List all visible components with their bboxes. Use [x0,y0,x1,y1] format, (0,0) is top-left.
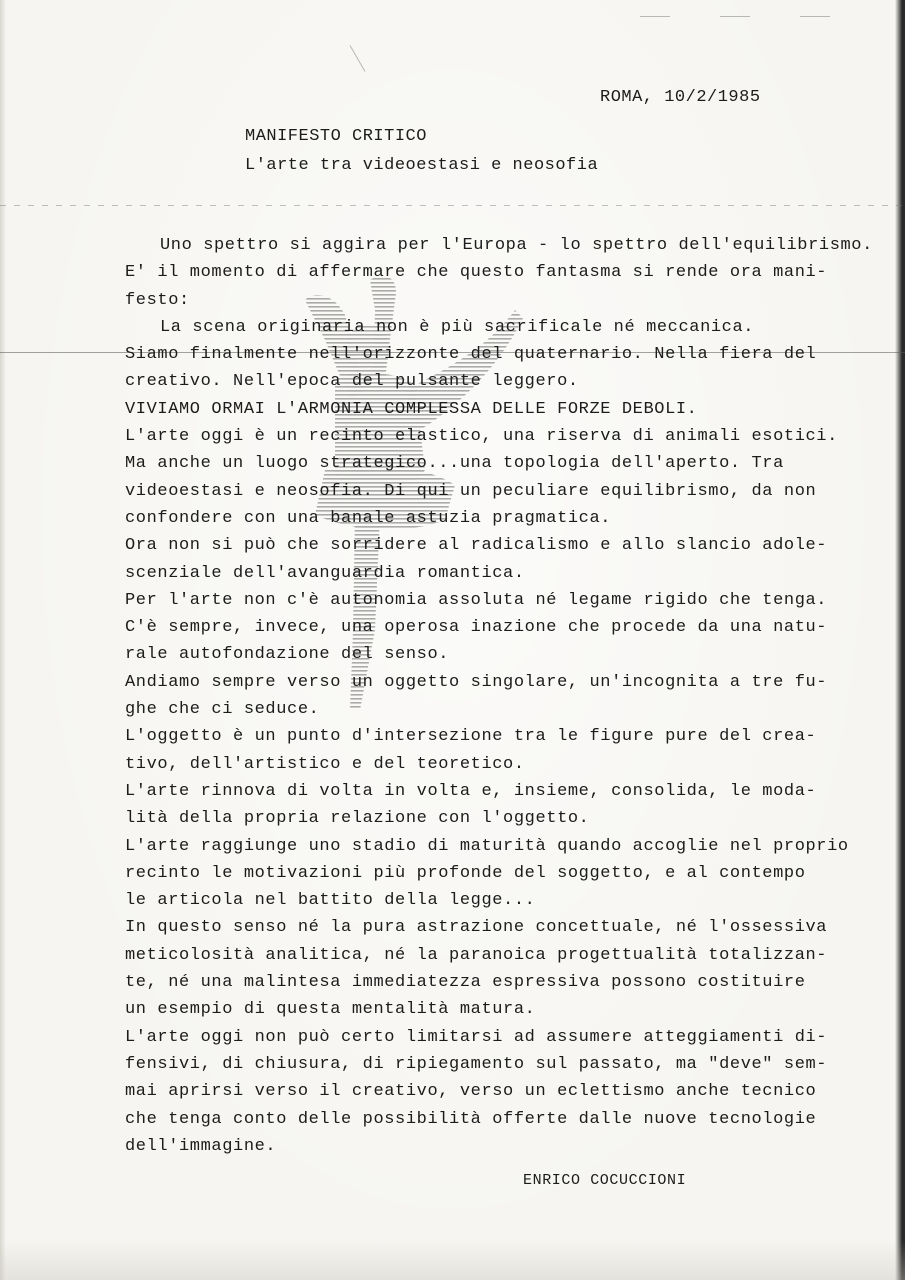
body-line: E' il momento di affermare che questo fantasma si rende ora mani- [125,263,828,283]
body-line: VIVIAMO ORMAI L'ARMONIA COMPLESSA DELLE FORZE DEBOLI. [125,399,698,419]
body-line: mai aprirsi verso il creativo, verso un eclettismo anche tecnico [125,1082,817,1102]
body-line: In questo senso né la pura astrazione concettuale, né l'ossessiva [125,918,828,938]
body-line: scenziale dell'avanguardia romantica. [125,563,525,583]
body-line: recinto le motivazioni più profonde del soggetto, e al contempo [125,863,806,883]
body-line: Uno spettro si aggira per l'Europa - lo spettro dell'equilibrismo. [160,236,873,255]
author-signature: ENRICO COCUCCIONI [523,1172,687,1189]
body-line: L'oggetto è un punto d'intersezione tra le figure pure del crea- [125,727,817,747]
body-line: L'arte oggi è un recinto elastico, una riserva di animali esotici. [125,427,838,447]
body-line: lità della propria relazione con l'oggetto. [125,809,590,829]
body-line: L'arte raggiunge uno stadio di maturità quando accoglie nel proprio [125,836,849,856]
body-line: dell'immagine. [125,1136,277,1156]
body-line: meticolosità analitica, né la paranoica progettualità totalizzan- [125,945,828,965]
page-left-edge [0,0,6,1280]
page-bottom-shadow [0,1240,905,1280]
body-line: videoestasi e neosofia. Di qui un peculiare equilibrismo, da non [125,481,817,501]
body-line: Siamo finalmente nell'orizzonte del quaternario. Nella fiera del [125,345,817,365]
body-line: fensivi, di chiusura, di ripiegamento sul passato, ma "deve" sem- [125,1054,828,1074]
body-line: La scena originaria non è più sacrificale né meccanica. [160,317,755,337]
body-line: confondere con una banale astuzia pragmatica. [125,508,612,528]
body-line: creativo. Nell'epoca del pulsante leggero. [125,372,579,392]
manifesto-body [125,232,905,1160]
dashed-fold-line [0,205,905,206]
body-line: che tenga conto delle possibilità offerte dalle nuove tecnologie [125,1109,817,1129]
body-line: L'arte rinnova di volta in volta e, insieme, consolida, le moda- [125,781,817,801]
body-line: L'arte oggi non può certo limitarsi ad assumere atteggiamenti di- [125,1027,828,1047]
body-line: te, né una malintesa immediatezza espressiva possono costituire [125,973,806,993]
body-line: rale autofondazione del senso. [125,645,450,665]
scan-marks [640,16,860,17]
body-line: Ora non si può che sorridere al radicalismo e allo slancio adole- [125,536,828,556]
document-date: ROMA, 10/2/1985 [600,88,761,107]
document-title: MANIFESTO CRITICO [245,127,427,146]
scan-scratch [350,45,366,71]
document-subtitle: L'arte tra videoestasi e neosofia [245,156,599,175]
body-line: Ma anche un luogo strategico...una topologia dell'aperto. Tra [125,454,784,474]
body-line: Andiamo sempre verso un oggetto singolare, un'incognita a tre fu- [125,672,828,692]
body-line: C'è sempre, invece, una operosa inazione che procede da una natu- [125,618,828,638]
body-line: le articola nel battito della legge... [125,891,536,911]
body-line: Per l'arte non c'è autonomia assoluta né legame rigido che tenga. [125,590,828,610]
body-line: festo: [125,290,190,310]
body-line: un esempio di questa mentalità matura. [125,1000,536,1020]
body-line: tivo, dell'artistico e del teoretico. [125,754,525,774]
body-line: ghe che ci seduce. [125,700,320,720]
